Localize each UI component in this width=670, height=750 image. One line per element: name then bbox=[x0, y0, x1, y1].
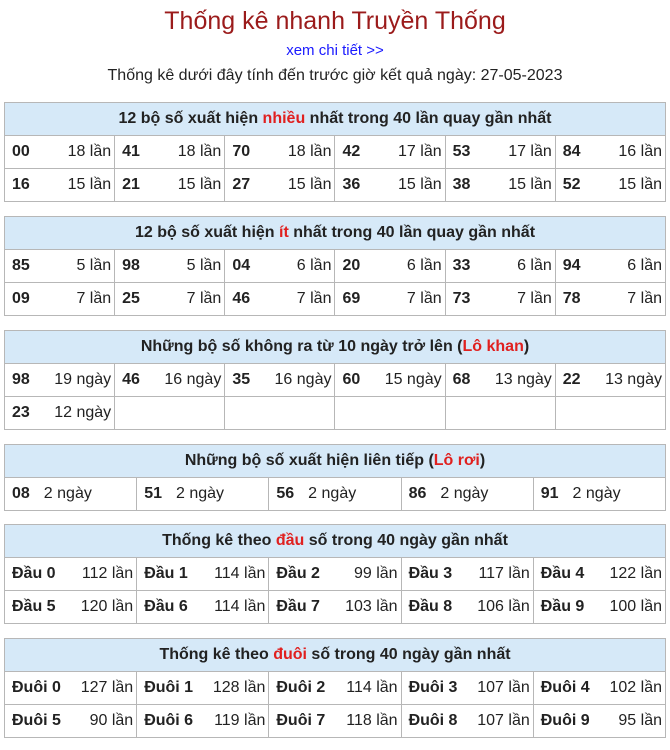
least-header bbox=[5, 217, 666, 250]
stat-value: 17 lần bbox=[508, 143, 552, 160]
stat-value: 13 ngày bbox=[605, 371, 662, 388]
stat-number: 38 bbox=[452, 176, 471, 193]
table-row bbox=[5, 591, 666, 624]
stat-cell bbox=[225, 397, 335, 430]
stat-value: 2 ngày bbox=[440, 485, 489, 502]
stat-value: 15 lần bbox=[67, 176, 112, 193]
stat-cell bbox=[335, 397, 445, 430]
stat-cell bbox=[335, 136, 445, 169]
dau-header-post: số trong 40 ngày gần nhất bbox=[304, 532, 508, 549]
stat-number: 42 bbox=[342, 143, 361, 160]
stat-cell bbox=[115, 364, 225, 397]
stat-value: 16 ngày bbox=[274, 371, 332, 388]
stat-number: 08 bbox=[12, 485, 30, 502]
stat-value: 18 lần bbox=[287, 143, 332, 160]
stat-cell bbox=[401, 558, 533, 591]
lo-roi-table bbox=[4, 444, 666, 511]
stat-value: 107 lần bbox=[477, 712, 530, 729]
stat-value: 6 lần bbox=[406, 257, 442, 274]
stat-number: Đuôi 5 bbox=[12, 712, 61, 729]
stat-number: Đầu 6 bbox=[144, 598, 188, 615]
stat-cell bbox=[445, 250, 555, 283]
most-header-post: nhất trong 40 lần quay gần nhất bbox=[305, 110, 552, 127]
stat-cell bbox=[5, 283, 115, 316]
stat-cell bbox=[115, 250, 225, 283]
stat-value: 7 lần bbox=[186, 290, 222, 307]
khan-header-hl: Lô khan bbox=[462, 338, 524, 355]
stat-cell bbox=[5, 364, 115, 397]
most-frequent-table bbox=[4, 102, 666, 202]
detail-link[interactable]: xem chi tiết >> bbox=[286, 42, 384, 59]
stat-value: 114 lần bbox=[346, 679, 398, 696]
roi-header-post: ) bbox=[479, 452, 486, 469]
stat-number: 16 bbox=[12, 176, 30, 193]
stat-cell bbox=[555, 364, 665, 397]
stat-value: 15 ngày bbox=[384, 371, 442, 388]
stat-number: 85 bbox=[12, 257, 30, 274]
least-header-post: nhất trong 40 lần quay gần nhất bbox=[288, 224, 536, 241]
stat-cell bbox=[445, 283, 555, 316]
stat-value: 6 lần bbox=[296, 257, 332, 274]
stat-cell bbox=[555, 250, 665, 283]
most-header bbox=[5, 103, 666, 136]
stat-cell bbox=[5, 672, 137, 705]
most-header-hl: nhiều bbox=[262, 110, 306, 127]
stat-value: 12 ngày bbox=[54, 404, 112, 421]
stat-number: 20 bbox=[342, 257, 361, 274]
stat-number: 94 bbox=[562, 257, 581, 274]
stat-number: 51 bbox=[144, 485, 162, 502]
roi-header bbox=[5, 445, 666, 478]
stat-number: 04 bbox=[232, 257, 251, 274]
stat-cell bbox=[225, 250, 335, 283]
stat-number: Đầu 2 bbox=[276, 565, 320, 582]
stat-number: Đuôi 0 bbox=[12, 679, 61, 696]
stat-cell bbox=[225, 283, 335, 316]
stat-cell bbox=[533, 705, 665, 738]
stat-number: 98 bbox=[122, 257, 140, 274]
stat-value: 2 ngày bbox=[175, 485, 225, 502]
stat-number: 52 bbox=[562, 176, 581, 193]
stat-cell bbox=[445, 169, 555, 202]
stat-number: 78 bbox=[562, 290, 581, 307]
stat-number: Đuôi 3 bbox=[408, 679, 458, 696]
stat-number: 46 bbox=[122, 371, 140, 388]
stat-number: 73 bbox=[452, 290, 471, 307]
stat-number: 27 bbox=[232, 176, 251, 193]
stat-number: Đầu 7 bbox=[276, 598, 320, 615]
stat-value: 5 lần bbox=[76, 257, 112, 274]
stat-value: 99 lần bbox=[353, 565, 398, 582]
stat-value: 6 lần bbox=[517, 257, 552, 274]
stat-value: 7 lần bbox=[517, 290, 552, 307]
stat-cell bbox=[335, 283, 445, 316]
stat-cell bbox=[5, 591, 137, 624]
table-row bbox=[5, 672, 666, 705]
stat-cell bbox=[533, 478, 665, 511]
stat-value: 15 lần bbox=[508, 176, 552, 193]
stat-cell bbox=[137, 591, 269, 624]
stat-number: Đầu 5 bbox=[12, 598, 56, 615]
stat-value: 7 lần bbox=[406, 290, 442, 307]
table-row bbox=[5, 558, 666, 591]
stat-cell bbox=[555, 169, 665, 202]
stat-cell bbox=[335, 250, 445, 283]
duoi-header-hl: đuôi bbox=[273, 646, 307, 663]
stat-value: 120 lần bbox=[80, 598, 134, 615]
stat-number: Đầu 3 bbox=[408, 565, 453, 582]
most-header-pre: 12 bộ số xuất hiện bbox=[118, 110, 263, 127]
dau-stats-table bbox=[4, 524, 666, 624]
stat-value: 117 lần bbox=[478, 565, 530, 582]
stat-value: 112 lần bbox=[81, 565, 134, 582]
stat-value: 15 lần bbox=[287, 176, 332, 193]
stat-cell bbox=[269, 591, 401, 624]
stat-cell bbox=[225, 169, 335, 202]
stat-value: 16 ngày bbox=[164, 371, 222, 388]
stat-value: 18 lần bbox=[67, 143, 112, 160]
stat-cell bbox=[533, 558, 665, 591]
stat-value: 114 lần bbox=[214, 598, 266, 615]
stat-number: Đuôi 8 bbox=[408, 712, 458, 729]
stat-number: 21 bbox=[122, 176, 140, 193]
stat-value: 128 lần bbox=[212, 679, 266, 696]
stat-value: 5 lần bbox=[186, 257, 222, 274]
stat-number: 23 bbox=[12, 404, 30, 421]
duoi-header-pre: Thống kê theo bbox=[159, 646, 274, 663]
stat-cell bbox=[115, 397, 225, 430]
stat-value: 6 lần bbox=[627, 257, 662, 274]
stat-value: 2 ngày bbox=[43, 485, 92, 502]
stat-value: 2 ngày bbox=[572, 485, 621, 502]
stat-value: 103 lần bbox=[345, 598, 398, 615]
stat-value: 100 lần bbox=[609, 598, 662, 615]
stat-cell bbox=[335, 364, 445, 397]
stat-value: 2 ngày bbox=[308, 485, 357, 502]
stat-number: Đầu 8 bbox=[408, 598, 453, 615]
lo-khan-table bbox=[4, 330, 666, 430]
stat-value: 7 lần bbox=[76, 290, 112, 307]
stat-number: Đuôi 6 bbox=[144, 712, 194, 729]
page-title: Thống kê nhanh Truyền Thống bbox=[164, 7, 506, 35]
stat-number: Đuôi 9 bbox=[540, 712, 590, 729]
dau-header-pre: Thống kê theo bbox=[162, 532, 276, 549]
stat-value: 17 lần bbox=[398, 143, 442, 160]
stat-number: 22 bbox=[562, 371, 581, 388]
table-row bbox=[5, 169, 666, 202]
stat-number: 00 bbox=[12, 143, 30, 160]
stat-value: 15 lần bbox=[618, 176, 662, 193]
stat-number: 91 bbox=[540, 485, 559, 502]
duoi-header-post: số trong 40 ngày gần nhất bbox=[306, 646, 511, 663]
stat-number: 33 bbox=[452, 257, 471, 274]
info-text: Thống kê dưới đây tính đến trước giờ kết quả ngày: 27-05-2023 bbox=[107, 67, 563, 84]
stat-number: 86 bbox=[408, 485, 427, 502]
stat-number: 25 bbox=[122, 290, 140, 307]
table-row bbox=[5, 283, 666, 316]
stat-number: 70 bbox=[232, 143, 251, 160]
stat-value: 107 lần bbox=[477, 679, 530, 696]
stat-cell bbox=[269, 558, 401, 591]
duoi-stats-table bbox=[4, 638, 666, 738]
stat-cell bbox=[5, 250, 115, 283]
stat-value: 15 lần bbox=[177, 176, 222, 193]
stat-cell bbox=[401, 705, 533, 738]
stat-value: 118 lần bbox=[346, 712, 398, 729]
stat-number: 60 bbox=[342, 371, 361, 388]
stat-cell bbox=[533, 672, 665, 705]
least-header-hl: ít bbox=[279, 224, 289, 241]
stat-cell bbox=[445, 136, 555, 169]
stat-number: 69 bbox=[342, 290, 361, 307]
stat-number: 53 bbox=[452, 143, 471, 160]
stat-cell bbox=[445, 364, 555, 397]
stat-cell bbox=[5, 705, 137, 738]
stat-cell bbox=[5, 169, 115, 202]
stat-number: 84 bbox=[562, 143, 581, 160]
stat-cell bbox=[137, 478, 269, 511]
dau-header bbox=[5, 525, 666, 558]
stat-value: 19 ngày bbox=[54, 371, 112, 388]
stat-cell bbox=[5, 478, 137, 511]
stat-cell bbox=[115, 169, 225, 202]
stat-number: 46 bbox=[232, 290, 251, 307]
stat-cell bbox=[269, 478, 401, 511]
duoi-header bbox=[5, 639, 666, 672]
stat-number: 56 bbox=[276, 485, 295, 502]
stat-value: 90 lần bbox=[89, 712, 134, 729]
stat-number: 36 bbox=[342, 176, 361, 193]
stat-cell bbox=[137, 705, 269, 738]
stat-value: 18 lần bbox=[177, 143, 222, 160]
stat-number: Đuôi 7 bbox=[276, 712, 326, 729]
table-row bbox=[5, 397, 666, 430]
stat-number: Đuôi 2 bbox=[276, 679, 326, 696]
stat-number: Đuôi 1 bbox=[144, 679, 194, 696]
stat-value: 127 lần bbox=[80, 679, 134, 696]
khan-header bbox=[5, 331, 666, 364]
stat-cell bbox=[225, 364, 335, 397]
stat-cell bbox=[401, 478, 533, 511]
table-row bbox=[5, 364, 666, 397]
stat-number: Đầu 4 bbox=[540, 565, 585, 582]
stat-value: 122 lần bbox=[609, 565, 662, 582]
stat-number: Đầu 9 bbox=[540, 598, 585, 615]
stat-value: 106 lần bbox=[477, 598, 530, 615]
roi-header-pre: Những bộ số xuất hiện liên tiếp ( bbox=[184, 452, 434, 469]
least-frequent-table bbox=[4, 216, 666, 316]
table-row bbox=[5, 250, 666, 283]
stat-number: Đầu 0 bbox=[12, 565, 56, 582]
least-header-pre: 12 bộ số xuất hiện bbox=[134, 224, 279, 241]
stat-cell bbox=[555, 283, 665, 316]
stat-cell bbox=[5, 397, 115, 430]
roi-header-hl: Lô rơi bbox=[433, 452, 480, 469]
table-row bbox=[5, 705, 666, 738]
stat-cell bbox=[5, 136, 115, 169]
stat-cell bbox=[401, 672, 533, 705]
stat-cell bbox=[401, 591, 533, 624]
stat-value: 7 lần bbox=[627, 290, 662, 307]
stat-number: 98 bbox=[12, 371, 30, 388]
stat-cell bbox=[555, 136, 665, 169]
stat-value: 95 lần bbox=[618, 712, 662, 729]
stat-number: Đuôi 4 bbox=[540, 679, 590, 696]
stat-number: Đầu 1 bbox=[144, 565, 188, 582]
stat-value: 114 lần bbox=[214, 565, 266, 582]
stat-cell bbox=[555, 397, 665, 430]
table-row bbox=[5, 136, 666, 169]
khan-header-post: ) bbox=[523, 338, 530, 355]
stat-number: 68 bbox=[452, 371, 471, 388]
stat-cell bbox=[115, 136, 225, 169]
table-row bbox=[5, 478, 666, 511]
dau-header-hl: đầu bbox=[275, 532, 305, 549]
stat-value: 16 lần bbox=[618, 143, 662, 160]
stat-value: 102 lần bbox=[609, 679, 662, 696]
stat-cell bbox=[533, 591, 665, 624]
stat-cell bbox=[137, 672, 269, 705]
stat-value: 119 lần bbox=[214, 712, 266, 729]
stat-number: 09 bbox=[12, 290, 30, 307]
stat-number: 41 bbox=[122, 143, 140, 160]
stat-cell bbox=[335, 169, 445, 202]
stat-cell bbox=[269, 705, 401, 738]
stat-value: 13 ngày bbox=[494, 371, 552, 388]
stat-cell bbox=[269, 672, 401, 705]
stat-number: 35 bbox=[232, 371, 251, 388]
stat-cell bbox=[115, 283, 225, 316]
khan-header-pre: Những bộ số không ra từ 10 ngày trở lên ( bbox=[140, 338, 463, 355]
stat-cell bbox=[137, 558, 269, 591]
stat-value: 15 lần bbox=[398, 176, 442, 193]
stat-cell bbox=[5, 558, 137, 591]
stat-cell bbox=[225, 136, 335, 169]
stat-cell bbox=[445, 397, 555, 430]
stat-value: 7 lần bbox=[296, 290, 332, 307]
